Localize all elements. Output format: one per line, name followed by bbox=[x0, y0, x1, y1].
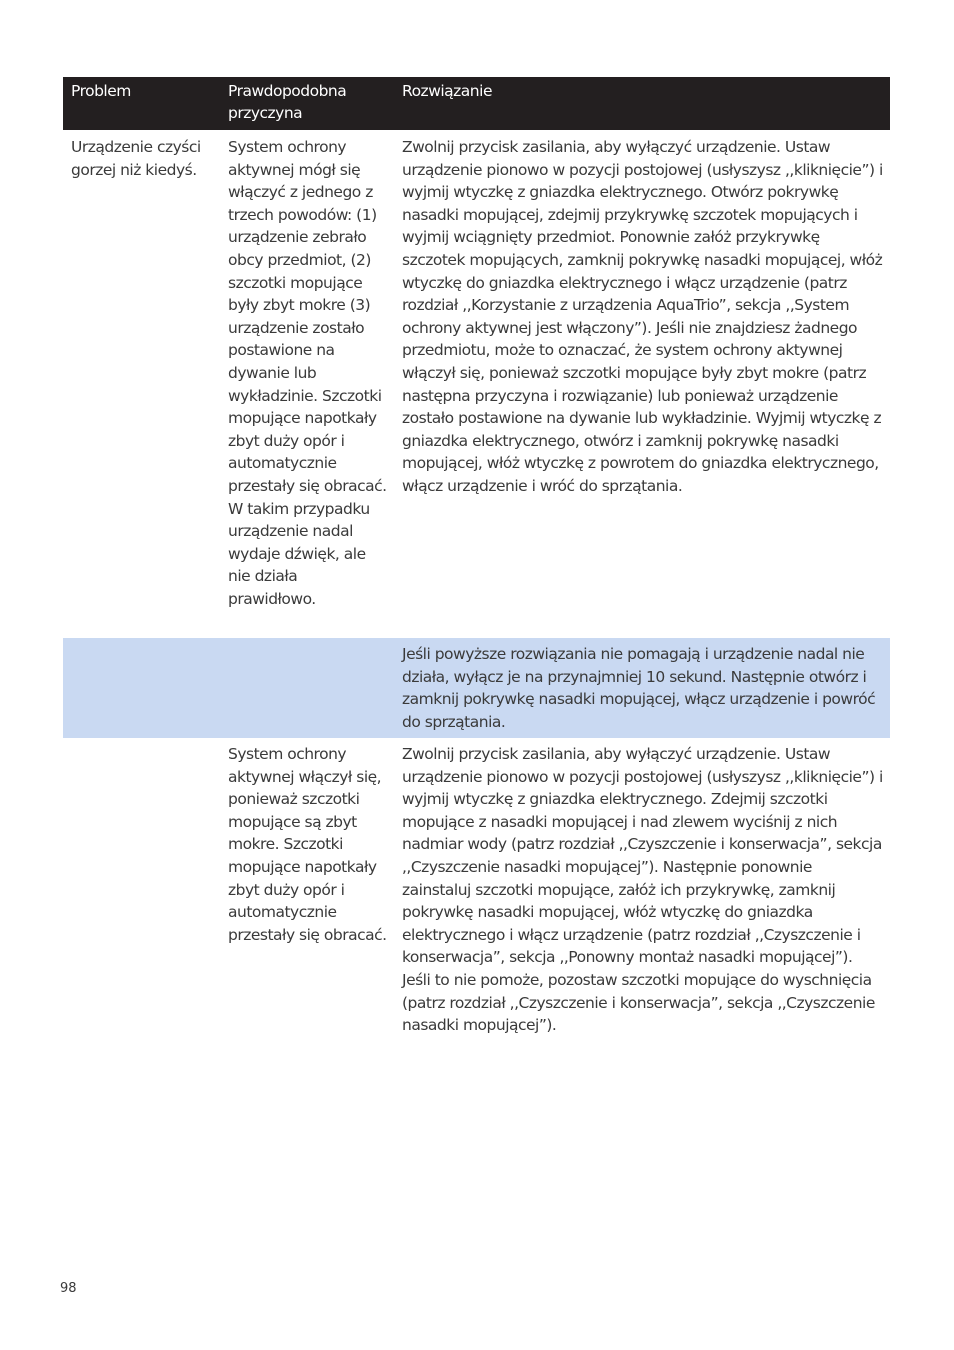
page-number: 98 bbox=[60, 1281, 77, 1296]
header-cause: Prawdopodobna przyczyna bbox=[228, 82, 347, 122]
solution-cell: Zwolnij przycisk zasilania, aby wyłączyć urządzenie. Ustaw urządzenie pionowo w pozycji postojowej (usłyszysz ,,kliknięcie”) i wyjmij wtyczkę z gniazdka elektrycznego. Zdejmij szczotki mopujące z nasadki mopującej i nad zlewem wyciśnij z nich nadmiar wody (patrz rozdział ,,Czyszczenie i konserwacja”, sekcja ,,Czyszczenie nasadki mopującej”). Następnie ponownie zainstaluj szczotki mopujące, załóż ich przykrywkę, zamknij pokrywkę nasadki mopującej, włóż wtyczkę do gniazdka elektrycznego i włącz urządzenie (patrz rozdział ,,Czyszczenie i konserwacja”, sekcja ,,Ponowny montaż nasadki mopującej”). Jeśli to nie pomoże, pozostaw szczotki mopujące do wyschnięcia (patrz rozdział ,,Czyszczenie i konserwacja”, sekcja ,,Czyszczenie nasadki mopującej”). bbox=[402, 745, 883, 1035]
solution-cell: Zwolnij przycisk zasilania, aby wyłączyć urządzenie. Ustaw urządzenie pionowo w pozycji postojowej (usłyszysz ,,kliknięcie”) i wyjmij wtyczkę z gniazdka elektrycznego. Otwórz pokrywkę nasadki mopującej, zdejmij przykrywkę szczotek mopujących i wyjmij wciągnięty przedmiot. Ponownie załóż przykrywkę szczotek mopujących, zamknij pokrywkę nasadki mopującej, włóż wtyczkę do gniazdka elektrycznego i włącz urządzenie (patrz rozdział ,,Korzystanie z urządzenia AquaTrio”, sekcja ,,System ochrony aktywnej jest włączony”). Jeśli nie znajdziesz żadnego przedmiotu, może to oznaczać, że system ochrony aktywnej włączył się, ponieważ szczotki mopujące były zbyt mokre (patrz następna przyczyna i rozwiązanie) lub ponieważ urządzenie zostało postawione na dywanie lub wykładzinie. Wyjmij wtyczkę z gniazdka elektrycznego, otwórz i zamknij pokrywkę nasadki mopującej, włóż wtyczkę z powrotem do gniazdka elektrycznego, włącz urządzenie i wróć do sprzątania. bbox=[402, 138, 883, 495]
empty-cell bbox=[63, 738, 220, 1038]
problem-cell: Urządzenie czyści gorzej niż kiedyś. bbox=[71, 138, 201, 179]
header-solution: Rozwiązanie bbox=[402, 82, 492, 100]
table-row bbox=[63, 130, 890, 638]
cause-cell: System ochrony aktywnej mógł się włączyć z jednego z trzech powodów: (1) urządzenie zebrało obcy przedmiot, (2) szczotki mopujące były zbyt mokre (3) urządzenie zostało postawione na dywanie lub wykładzinie. Szczotki mopujące napotkały zbyt duży opór i automatycznie przestały się obracać. W takim przypadku urządzenie nadal wydaje dźwięk, ale nie działa prawidłowo. bbox=[228, 138, 387, 608]
table-header-row bbox=[63, 77, 890, 130]
empty-cell bbox=[63, 638, 220, 738]
tip-row bbox=[63, 638, 890, 738]
tip-solution-cell: Jeśli powyższe rozwiązania nie pomagają i urządzenie nadal nie działa, wyłącz je na przynajmniej 10 sekund. Następnie otwórz i zamknij pokrywkę nasadki mopującej, włącz urządzenie i powróć do sprzątania. bbox=[402, 645, 876, 731]
table-row bbox=[63, 738, 890, 1038]
empty-cell bbox=[220, 638, 394, 738]
troubleshooting-table bbox=[63, 77, 890, 1038]
header-problem: Problem bbox=[71, 82, 131, 100]
cause-cell: System ochrony aktywnej włączył się, ponieważ szczotki mopujące są zbyt mokre. Szczotki mopujące napotkały zbyt duży opór i automatycznie przestały się obracać. bbox=[228, 745, 387, 944]
